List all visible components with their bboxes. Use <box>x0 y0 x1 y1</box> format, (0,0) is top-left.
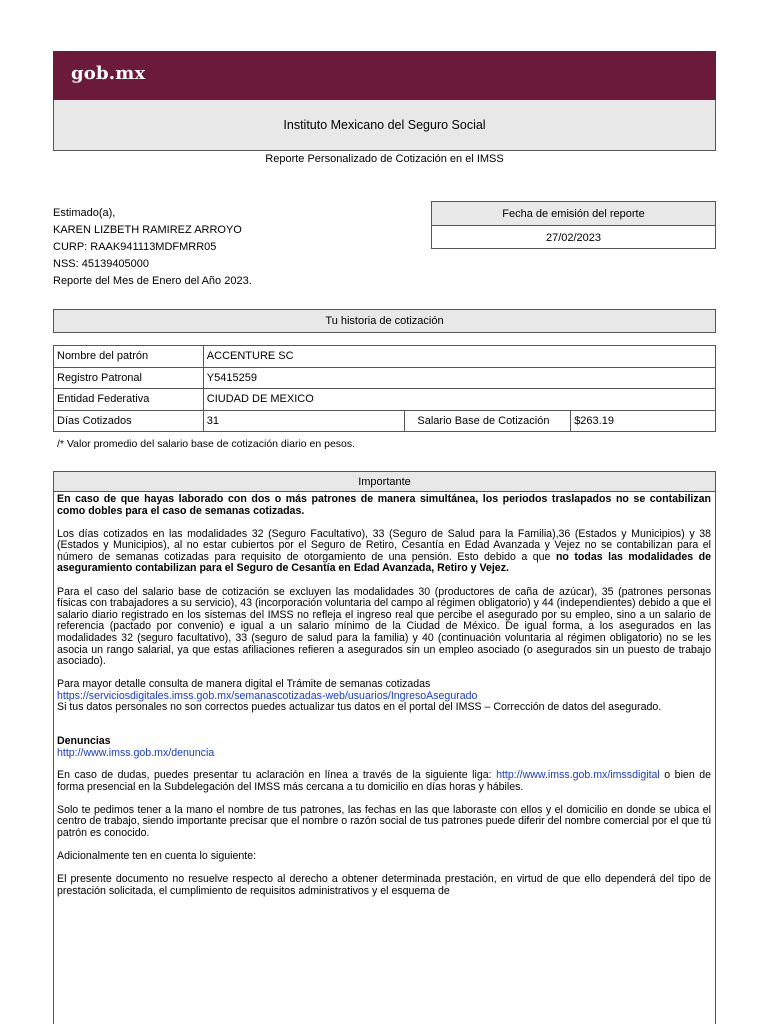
patron-label: Nombre del patrón <box>54 346 204 368</box>
importante-body <box>54 492 715 897</box>
denuncia-link[interactable]: http://www.imss.gob.mx/denuncia <box>57 746 215 759</box>
historia-title: Tu historia de cotización <box>53 309 716 333</box>
registro-value: Y5415259 <box>203 367 715 389</box>
prestacion-paragraph: El presente documento no resuelve respecto al derecho a obtener determinada prestación, en virtud de que ello dependerá del tipo de prestación solicitada, el cumplimiento de requisitos administrativos y el esquema de <box>57 873 711 897</box>
dias-label: Días Cotizados <box>54 410 204 432</box>
salario-paragraph: Para el caso del salario base de cotización se excluyen las modalidades 30 (productores de caña de azúcar), 35 (patrones personas físicas con trabajadores a su servicio), 43 (incorporación voluntaria del campo al régimen obligatorio) y 44 (independientes) debido a que el salario diario registrado en los sistemas del IMSS no refleja el ingreso real que percibe el asegurado por su empleo, sino a un salario de referencia (pactado por convenio) e igual a un salario mínimo de la Ciudad de México. De igual forma, a los asegurados en las modalidades 32 (seguro facultativo), 33 (seguro de salud para la familia) y 40 (continuación voluntaria al régimen obligatorio) no se les asocia un rango salarial, ya que estas afiliaciones refieren a asegurados sin un empleo asociado (o asegurados sin un puesto de trabajo asociado). <box>57 585 711 668</box>
entidad-label: Entidad Federativa <box>54 389 204 411</box>
nss: NSS: 45139405000 <box>53 258 150 270</box>
emission-date-box <box>431 201 716 249</box>
modalidades-paragraph: Los días cotizados en las modalidades 32 (Seguro Facultativo), 33 (Seguro de Salud para la Familia),36 (Estados y Municipios) y 38 (Estados y Municipios), al no estar cubiertos por el Seguro de Retiro, Cesantía en Edad Avanzada y Vejez no se contabilizan para el número de semanas cotizadas para requisito de otorgamiento de una pensión. Esto debido a que no todas las modalidades de aseguramiento contabilizan para el Seguro de Cesantía en Edad Avanzada, Retiro y Vejez. <box>57 527 711 575</box>
table-row <box>54 410 716 432</box>
report-title: Reporte Personalizado de Cotización en el IMSS <box>265 153 504 165</box>
registro-label: Registro Patronal <box>54 367 204 389</box>
salario-value: $263.19 <box>571 410 716 432</box>
salary-note: /* Valor promedio del salario base de cotización diario en pesos. <box>57 438 356 450</box>
institution-title: Instituto Mexicano del Seguro Social <box>53 100 716 151</box>
importante-title: Importante <box>54 472 715 492</box>
table-row <box>54 389 716 411</box>
entidad-value: CIUDAD DE MEXICO <box>203 389 715 411</box>
emission-date-value: 27/02/2023 <box>545 231 602 244</box>
importante-box <box>53 471 716 1024</box>
salutation: Estimado(a), <box>53 207 116 219</box>
table-row <box>54 367 716 389</box>
patron-value: ACCENTURE SC <box>203 346 715 368</box>
report-period: Reporte del Mes de Enero del Año 2023. <box>53 275 252 287</box>
semanas-cotizadas-link[interactable]: https://serviciosdigitales.imss.gob.mx/semanascotizadas-web/usuarios/IngresoAsegurado <box>57 689 478 702</box>
greeting-block <box>53 205 252 290</box>
denuncias-section <box>57 736 711 759</box>
header-bar <box>53 51 716 100</box>
salario-label: Salario Base de Cotización <box>405 410 571 432</box>
table-row <box>54 346 716 368</box>
aclaracion-paragraph: En caso de dudas, puedes presentar tu aclaración en línea a través de la siguiente liga: http://www.imss.gob.mx/imssdigital o bien de forma presencial en la Subdelegación del IMSS más cercana a tu domicilio en días horas y hábiles. <box>57 769 711 793</box>
gob-mx-logo[interactable]: gob.mx <box>71 63 146 84</box>
tramite-paragraph: Para mayor detalle consulta de manera digital el Trámite de semanas cotizadas https://serviciosdigitales.imss.gob.mx/semanascotizadas-web/usuarios/IngresoAsegurado Si tus datos personales no son correctos puedes actualizar tus datos en el portal del IMSS – Corrección de datos del asegurado. <box>57 678 662 714</box>
adicionalmente-paragraph: Adicionalmente ten en cuenta lo siguiente: <box>57 850 257 863</box>
emission-date-label: Fecha de emisión del reporte <box>432 202 715 226</box>
dias-value: 31 <box>203 410 405 432</box>
simultaneous-employers-notice: En caso de que hayas laborado con dos o más patrones de manera simultánea, los periodos traslapados no se contabilizan como dobles para el caso de semanas cotizadas. <box>57 493 711 517</box>
patrones-paragraph: Solo te pedimos tener a la mano el nombre de tus patrones, las fechas en las que laboraste con ellos y el domicilio en donde se ubica el centro de trabajo, siendo importante precisar que el nombre o razón social de tus patrones puede diferir del nombre comercial por el que tú patrón es conocido. <box>57 803 711 840</box>
curp: CURP: RAAK941113MDFMRR05 <box>53 241 217 253</box>
denuncias-title: Denuncias <box>57 735 111 747</box>
imssdigital-link[interactable]: http://www.imss.gob.mx/imssdigital <box>496 769 660 782</box>
insured-name: KAREN LIZBETH RAMIREZ ARROYO <box>53 224 242 236</box>
employer-info-table <box>53 345 716 432</box>
